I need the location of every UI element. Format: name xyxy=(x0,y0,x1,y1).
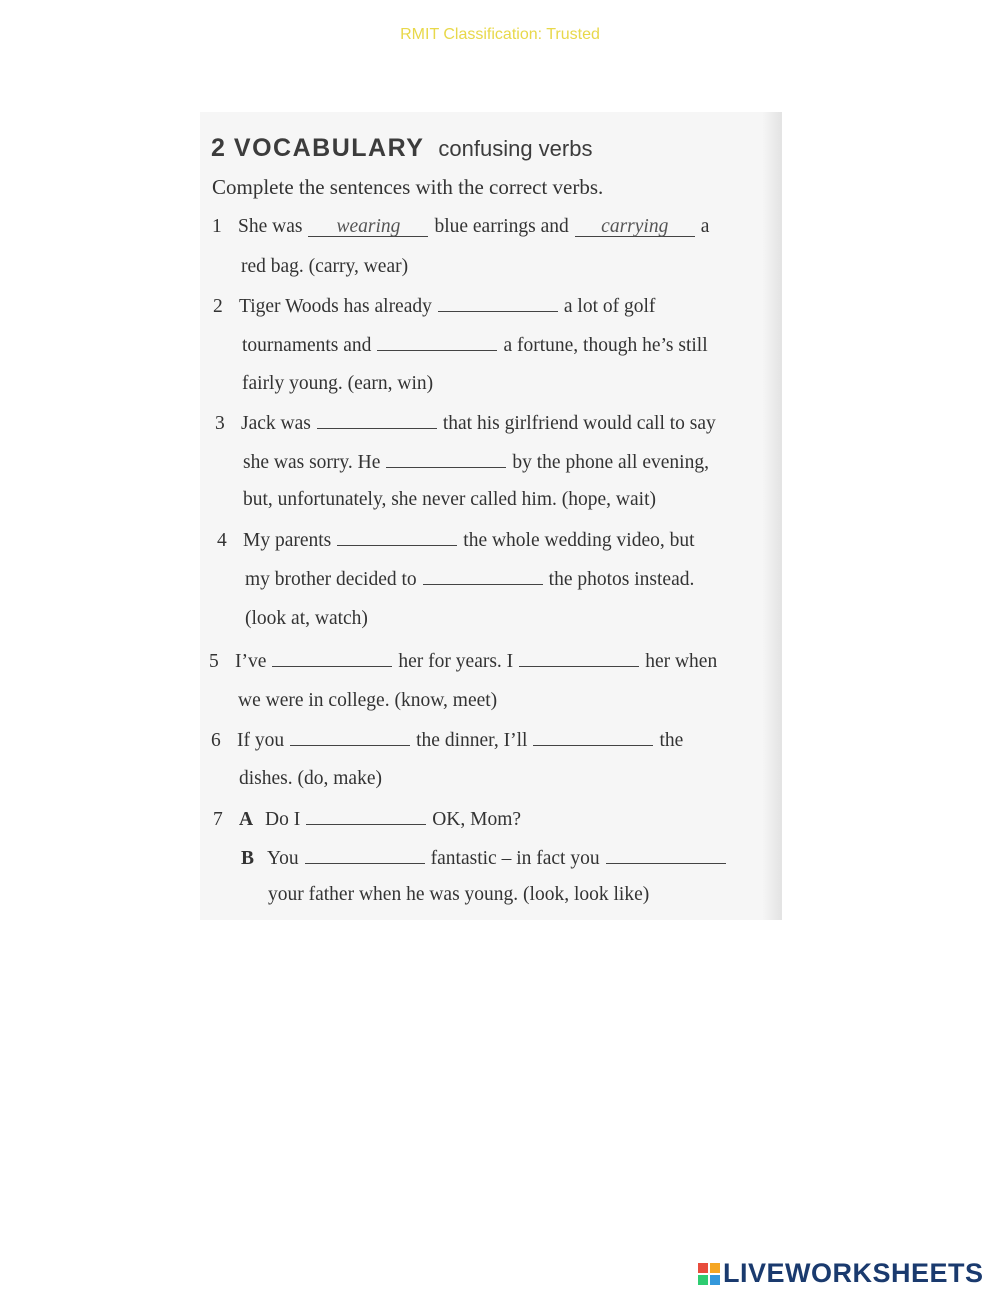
item-5-line-2: we were in college. (know, meet) xyxy=(238,690,498,711)
logo-square-icon xyxy=(698,1275,708,1285)
answer-blank[interactable] xyxy=(606,847,726,864)
exercise-instruction: Complete the sentences with the correct verbs. xyxy=(212,175,604,199)
answer-blank[interactable] xyxy=(337,529,457,546)
speaker-b-label: B xyxy=(241,848,255,869)
item-number: 7 xyxy=(213,809,223,830)
exercise-title: VOCABULARY xyxy=(233,134,425,162)
logo-square-icon xyxy=(698,1263,708,1273)
exercise-number: 2 xyxy=(211,134,226,162)
answer-blank[interactable] xyxy=(438,295,558,312)
logo-brand-text: LIVEWORKSHEETS xyxy=(723,1258,984,1288)
item-number: 1 xyxy=(212,216,222,237)
item-7-line-b: B You fantastic – in fact you xyxy=(241,847,732,870)
answer-blank[interactable]: carrying xyxy=(575,218,695,237)
item-7-line-a: 7 A Do I OK, Mom? xyxy=(213,809,522,830)
item-2-line-1: 2 Tiger Woods has already a lot of golf xyxy=(213,296,656,317)
answer-blank[interactable] xyxy=(306,808,426,825)
exercise-subtitle: confusing verbs xyxy=(438,136,593,161)
item-4-line-3: (look at, watch) xyxy=(245,608,368,629)
scan-edge-shadow xyxy=(762,112,782,920)
answer-blank[interactable] xyxy=(519,650,639,667)
item-2-line-2: tournaments and a fortune, though he’s still xyxy=(242,335,708,356)
answer-blank[interactable] xyxy=(317,412,437,429)
answer-blank[interactable] xyxy=(386,451,506,468)
item-6-line-1: 6 If you the dinner, I’ll the xyxy=(211,730,684,751)
item-2-line-3: fairly young. (earn, win) xyxy=(242,373,434,394)
speaker-a-label: A xyxy=(239,809,254,830)
item-number: 4 xyxy=(217,530,227,551)
item-3-line-1: 3 Jack was that his girlfriend would call to say xyxy=(215,413,716,434)
answer-blank[interactable] xyxy=(533,729,653,746)
item-7-line-3: your father when he was young. (look, look like) xyxy=(268,884,650,905)
item-3-line-2: she was sorry. He by the phone all evening, xyxy=(243,452,709,473)
item-1-line-1: 1 She was wearing blue earrings and carrying a xyxy=(212,216,710,237)
answer-blank[interactable] xyxy=(377,334,497,351)
answer-blank[interactable] xyxy=(305,847,425,864)
item-4-line-1: 4 My parents the whole wedding video, but xyxy=(217,530,695,551)
answer-blank[interactable] xyxy=(272,650,392,667)
item-6-line-2: dishes. (do, make) xyxy=(239,768,382,789)
liveworksheets-logo xyxy=(698,1258,984,1289)
answer-blank[interactable] xyxy=(423,568,543,585)
logo-grid-icon xyxy=(698,1263,720,1285)
item-number: 2 xyxy=(213,296,223,317)
item-number: 6 xyxy=(211,730,221,751)
logo-square-icon xyxy=(710,1263,720,1273)
item-1-line-2: red bag. (carry, wear) xyxy=(241,256,409,277)
item-number: 5 xyxy=(209,651,219,672)
item-4-line-2: my brother decided to the photos instead. xyxy=(245,569,695,590)
answer-blank[interactable]: wearing xyxy=(308,218,428,237)
logo-square-icon xyxy=(710,1275,720,1285)
item-5-line-1: 5 I’ve her for years. I her when xyxy=(209,651,718,672)
classification-label: RMIT Classification: Trusted xyxy=(400,26,600,43)
item-number: 3 xyxy=(215,413,225,434)
item-3-line-3: but, unfortunately, she never called him. (hope, wait) xyxy=(243,489,656,510)
answer-blank[interactable] xyxy=(290,729,410,746)
exercise-heading xyxy=(211,134,592,163)
